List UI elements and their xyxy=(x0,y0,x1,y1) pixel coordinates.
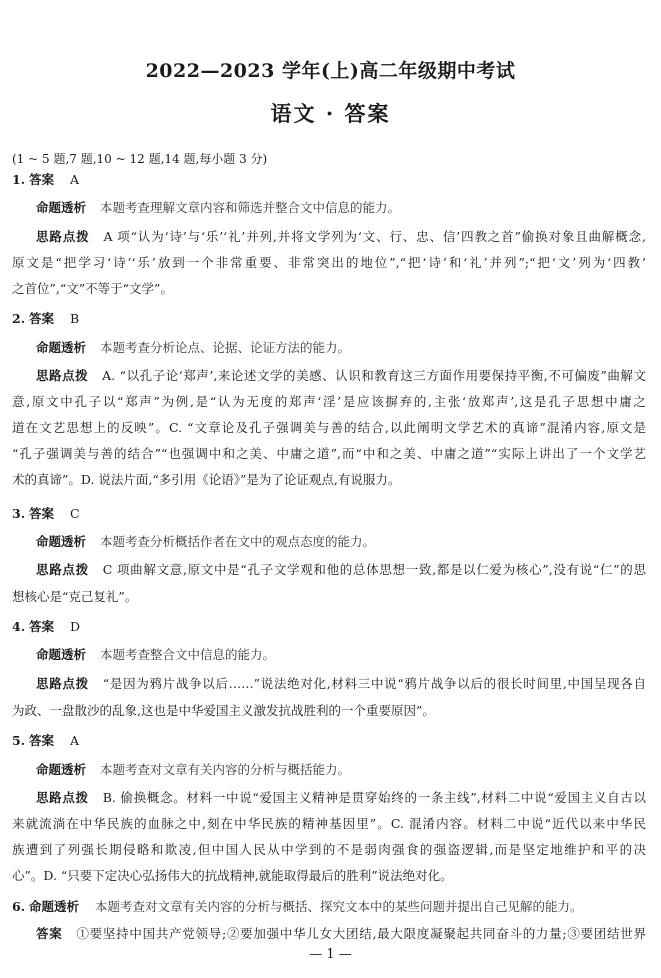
analysis-label: 命题透析 xyxy=(29,899,80,914)
question-5-hint-line-2: 来就流淌在中华民族的血脉之中,刻在中华民族的精神基因里”。C. 混淆内容。材料二中说“近代以来中华民 xyxy=(12,816,646,831)
question-3-header xyxy=(12,505,80,523)
question-2-hint-line-4: “孔子强调美与善的结合”“也强调中和之美、中庸之道”,而“中和之美、中庸之道”“实际上讲出了一个文学艺 xyxy=(12,446,646,461)
answer-value: A xyxy=(70,172,80,187)
question-5-hint-line-4: 心”。D. “只要下定决心弘扬伟大的抗战精神,就能取得最后的胜利”说法绝对化。 xyxy=(12,868,453,883)
page-subtitle: 语文 · 答案 xyxy=(270,101,391,126)
hint-label: 思路点拨 xyxy=(36,368,89,383)
question-5-analysis xyxy=(36,761,350,779)
scoring-note: (1 ~ 5 题,7 题,10 ~ 12 题,14 题,每小题 3 分) xyxy=(12,152,268,166)
question-1-hint-line-2: 原文是“把学习‘诗’‘乐’放到一个非常重要、非常突出的地位”,“把‘诗’和‘礼’并列”;“把‘文’列为‘四教’ xyxy=(12,255,646,270)
question-3-hint-line-2: 想核心是“克己复礼”。 xyxy=(12,589,138,604)
question-4-analysis xyxy=(36,646,275,664)
hint-label: 思路点拨 xyxy=(36,790,89,805)
question-5-hint-line-3: 族遭到了列强长期侵略和欺凌,但中国人民从中学到的不是弱肉强食的强盗逻辑,而是坚定地维护和平的决 xyxy=(12,842,646,857)
question-4-header xyxy=(12,618,80,636)
analysis-text: 本题考查理解文章内容和筛选并整合文中信息的能力。 xyxy=(100,200,401,215)
question-3-analysis xyxy=(36,533,375,551)
analysis-text: 本题考查对文章有关内容的分析与概括能力。 xyxy=(100,762,351,777)
question-1-header xyxy=(12,171,79,189)
question-1-analysis xyxy=(36,199,400,217)
question-2-hint-line-2: 意,原文中孔子以“郑声”为例,是“认为无度的郑声‘淫’是应该摒弃的,主张‘放郑声’,这是孔子思想中庸之 xyxy=(12,394,646,409)
analysis-label: 命题透析 xyxy=(36,647,87,662)
answer-value: D xyxy=(70,619,81,634)
hint-label: 思路点拨 xyxy=(36,676,89,691)
analysis-text: 本题考查分析概括作者在文中的观点态度的能力。 xyxy=(100,534,376,549)
hint-text: A 项“认为‘诗’与‘乐’‘礼’并列,并将文学列为‘文、行、忠、信’四教之首”偷换对象且曲解概念, xyxy=(103,229,646,244)
hint-text: A. “以孔子论‘郑声’,来论述文学的美感、认识和教育这三方面作用要保持平衡,不可偏废”曲解文 xyxy=(102,368,646,383)
question-2-header xyxy=(12,310,79,328)
answer-value: A xyxy=(70,733,80,748)
hint-text: B. 偷换概念。材料一中说“爱国主义精神是贯穿始终的一条主线”,材料二中说“爱国主义自古以 xyxy=(102,790,646,805)
question-2-hint-line-1 xyxy=(36,367,646,385)
hint-label: 思路点拨 xyxy=(36,229,90,244)
analysis-label: 命题透析 xyxy=(36,534,87,549)
hint-text: C 项曲解文意,原文中是“孔子文学观和他的总体思想一致,都是以仁爱为核心”,没有说“仁”的思 xyxy=(102,562,646,577)
question-5-header xyxy=(12,732,79,750)
analysis-label: 命题透析 xyxy=(36,200,87,215)
question-1-hint-line-3: 之首位”,“文”不等于“文学”。 xyxy=(12,281,173,296)
analysis-label: 命题透析 xyxy=(36,340,87,355)
question-number: 6. xyxy=(12,899,26,914)
question-number: 2. xyxy=(12,311,26,326)
question-4-hint-line-1 xyxy=(36,675,646,693)
answer-value: B xyxy=(70,311,80,326)
analysis-text: 本题考查整合文中信息的能力。 xyxy=(100,647,276,662)
question-1-hint-line-1 xyxy=(36,228,646,246)
question-number: 3. xyxy=(12,506,26,521)
question-2-hint-line-5: 术的真谛”。D. 说法片面,“多引用《论语》”是为了论证观点,有说服力。 xyxy=(12,472,401,487)
question-4-hint-line-2: 为政、一盘散沙的乱象,这也是中华爱国主义激发抗战胜利的一个重要原因”。 xyxy=(12,703,435,718)
question-5-hint-line-1 xyxy=(36,789,646,807)
hint-text: “是因为鸦片战争以后……”说法绝对化,材料三中说“鸦片战争以后的很长时间里,中国呈现各自 xyxy=(102,676,646,691)
answer-label: 答案 xyxy=(29,619,55,634)
analysis-text: 本题考查对文章有关内容的分析与概括、探究文本中的某些问题并提出自己见解的能力。 xyxy=(95,899,583,914)
question-2-analysis xyxy=(36,339,350,357)
question-3-hint-line-1 xyxy=(36,561,646,579)
analysis-text: 本题考查分析论点、论据、论证方法的能力。 xyxy=(100,340,351,355)
answer-value: C xyxy=(70,506,80,521)
answer-label: 答案 xyxy=(29,733,55,748)
answer-text: ①要坚持中国共产党领导;②要加强中华儿女大团结,最大限度凝聚起共同奋斗的力量;③要团结世界 xyxy=(76,926,646,941)
page-number: — 1 — xyxy=(309,947,352,962)
page-title: 2022—2023 学年(上)高二年级期中考试 xyxy=(145,60,516,82)
analysis-label: 命题透析 xyxy=(36,762,87,777)
hint-label: 思路点拨 xyxy=(36,562,89,577)
question-number: 4. xyxy=(12,619,26,634)
question-number: 1. xyxy=(12,172,26,187)
answer-label: 答案 xyxy=(29,311,55,326)
answer-label: 答案 xyxy=(29,172,55,187)
answer-label: 答案 xyxy=(29,506,55,521)
question-6-header xyxy=(12,898,583,916)
question-6-answer xyxy=(36,925,646,943)
answer-label: 答案 xyxy=(36,926,63,941)
question-2-hint-line-3: 道在文艺思想上的反映”。C. “文章论及孔子强调美与善的结合,以此阐明文学艺术的真谛”混淆内容,原文是 xyxy=(12,420,646,435)
question-number: 5. xyxy=(12,733,26,748)
